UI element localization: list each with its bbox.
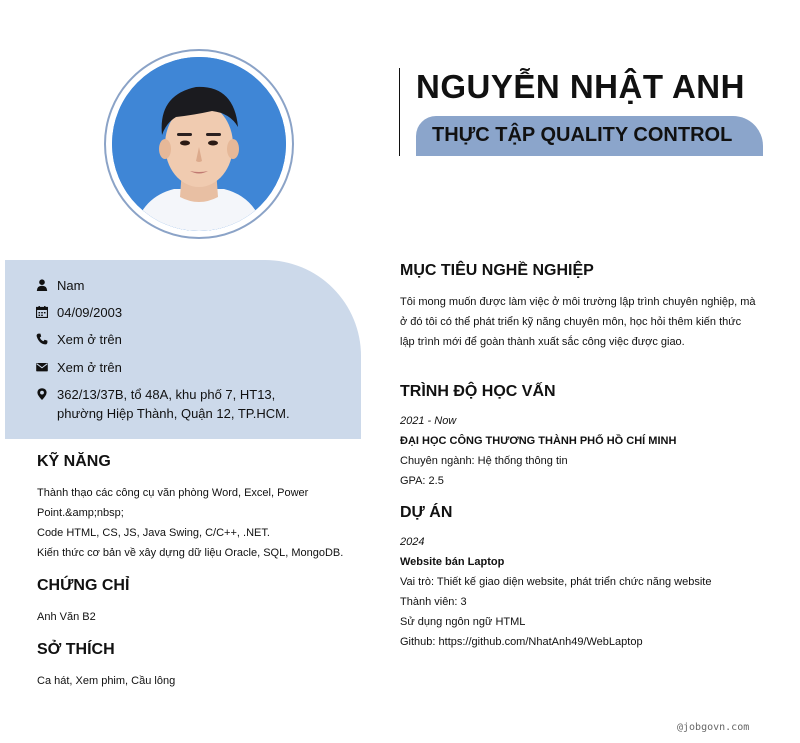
address-line-1: 362/13/37B, tổ 48A, khu phố 7, HT13, xyxy=(57,387,276,402)
address-line-2: phường Hiệp Thành, Quận 12, TP.HCM. xyxy=(57,406,290,421)
user-icon xyxy=(36,279,48,291)
phone-icon xyxy=(36,333,48,345)
job-title: THỰC TẬP QUALITY CONTROL xyxy=(432,124,733,146)
hobbies-text: Ca hát, Xem phim, Cầu lông xyxy=(37,675,176,687)
project-name: Website bán Laptop xyxy=(400,556,505,568)
skills-title: KỸ NĂNG xyxy=(37,453,111,470)
skills-line: Code HTML, CS, JS, Java Swing, C/C++, .NET. xyxy=(37,527,270,539)
email-icon xyxy=(36,361,48,373)
education-gpa: GPA: 2.5 xyxy=(400,475,444,487)
phone-value: Xem ở trên xyxy=(57,332,122,347)
project-details xyxy=(400,532,711,652)
project-members: Thành viên: 3 xyxy=(400,596,467,608)
objective-text xyxy=(400,292,756,352)
objective-line: ở đó tôi có thể phát triển kỹ năng chuyên môn, học hỏi thêm kiến thức xyxy=(400,316,742,328)
location-pin-icon xyxy=(36,388,48,400)
certificates-text: Anh Văn B2 xyxy=(37,611,96,623)
contact-address xyxy=(36,385,290,423)
education-major: Chuyên ngành: Hệ thống thông tin xyxy=(400,455,568,467)
project-role: Vai trò: Thiết kế giao diện website, phát triển chức năng website xyxy=(400,576,712,588)
skills-line: Point.&amp;nbsp; xyxy=(37,507,124,519)
education-period: 2021 - Now xyxy=(400,415,457,427)
project-year: 2024 xyxy=(400,536,425,548)
education-details xyxy=(400,411,676,491)
project-language: Sử dụng ngôn ngữ HTML xyxy=(400,616,526,628)
hobbies-title: SỞ THÍCH xyxy=(37,641,115,658)
projects-title: DỰ ÁN xyxy=(400,504,453,521)
skills-line: Kiến thức cơ bản về xây dựng dữ liệu Oracle, SQL, MongoDB. xyxy=(37,547,344,559)
skills-line: Thành thạo các công cụ văn phòng Word, Excel, Power xyxy=(37,487,309,499)
watermark: @jobgovn.com xyxy=(677,722,750,733)
education-school: ĐẠI HỌC CÔNG THƯƠNG THÀNH PHỐ HỒ CHÍ MINH xyxy=(400,435,677,447)
avatar xyxy=(112,57,286,231)
candidate-name: NGUYỄN NHẬT ANH xyxy=(416,68,745,105)
contact-birthday xyxy=(36,303,122,322)
contact-email xyxy=(36,358,122,377)
gender-value: Nam xyxy=(57,278,85,293)
skills-list xyxy=(37,483,343,563)
contact-gender xyxy=(36,276,84,295)
birthday-value: 04/09/2003 xyxy=(57,305,123,320)
project-github: Github: https://github.com/NhatAnh49/WebLaptop xyxy=(400,636,643,648)
name-divider xyxy=(399,68,400,156)
email-value: Xem ở trên xyxy=(57,360,122,375)
education-title: TRÌNH ĐỘ HỌC VẤN xyxy=(400,383,556,400)
contact-phone xyxy=(36,330,122,349)
objective-line: Tôi mong muốn được làm việc ở môi trường lập trình chuyên nghiệp, mà xyxy=(400,296,756,308)
objective-title: MỤC TIÊU NGHỀ NGHIỆP xyxy=(400,262,594,279)
certificates-title: CHỨNG CHỈ xyxy=(37,577,130,594)
calendar-icon xyxy=(36,306,48,318)
objective-line: lập trình mới để goàn thành xuất sắc công việc được giao. xyxy=(400,336,685,348)
